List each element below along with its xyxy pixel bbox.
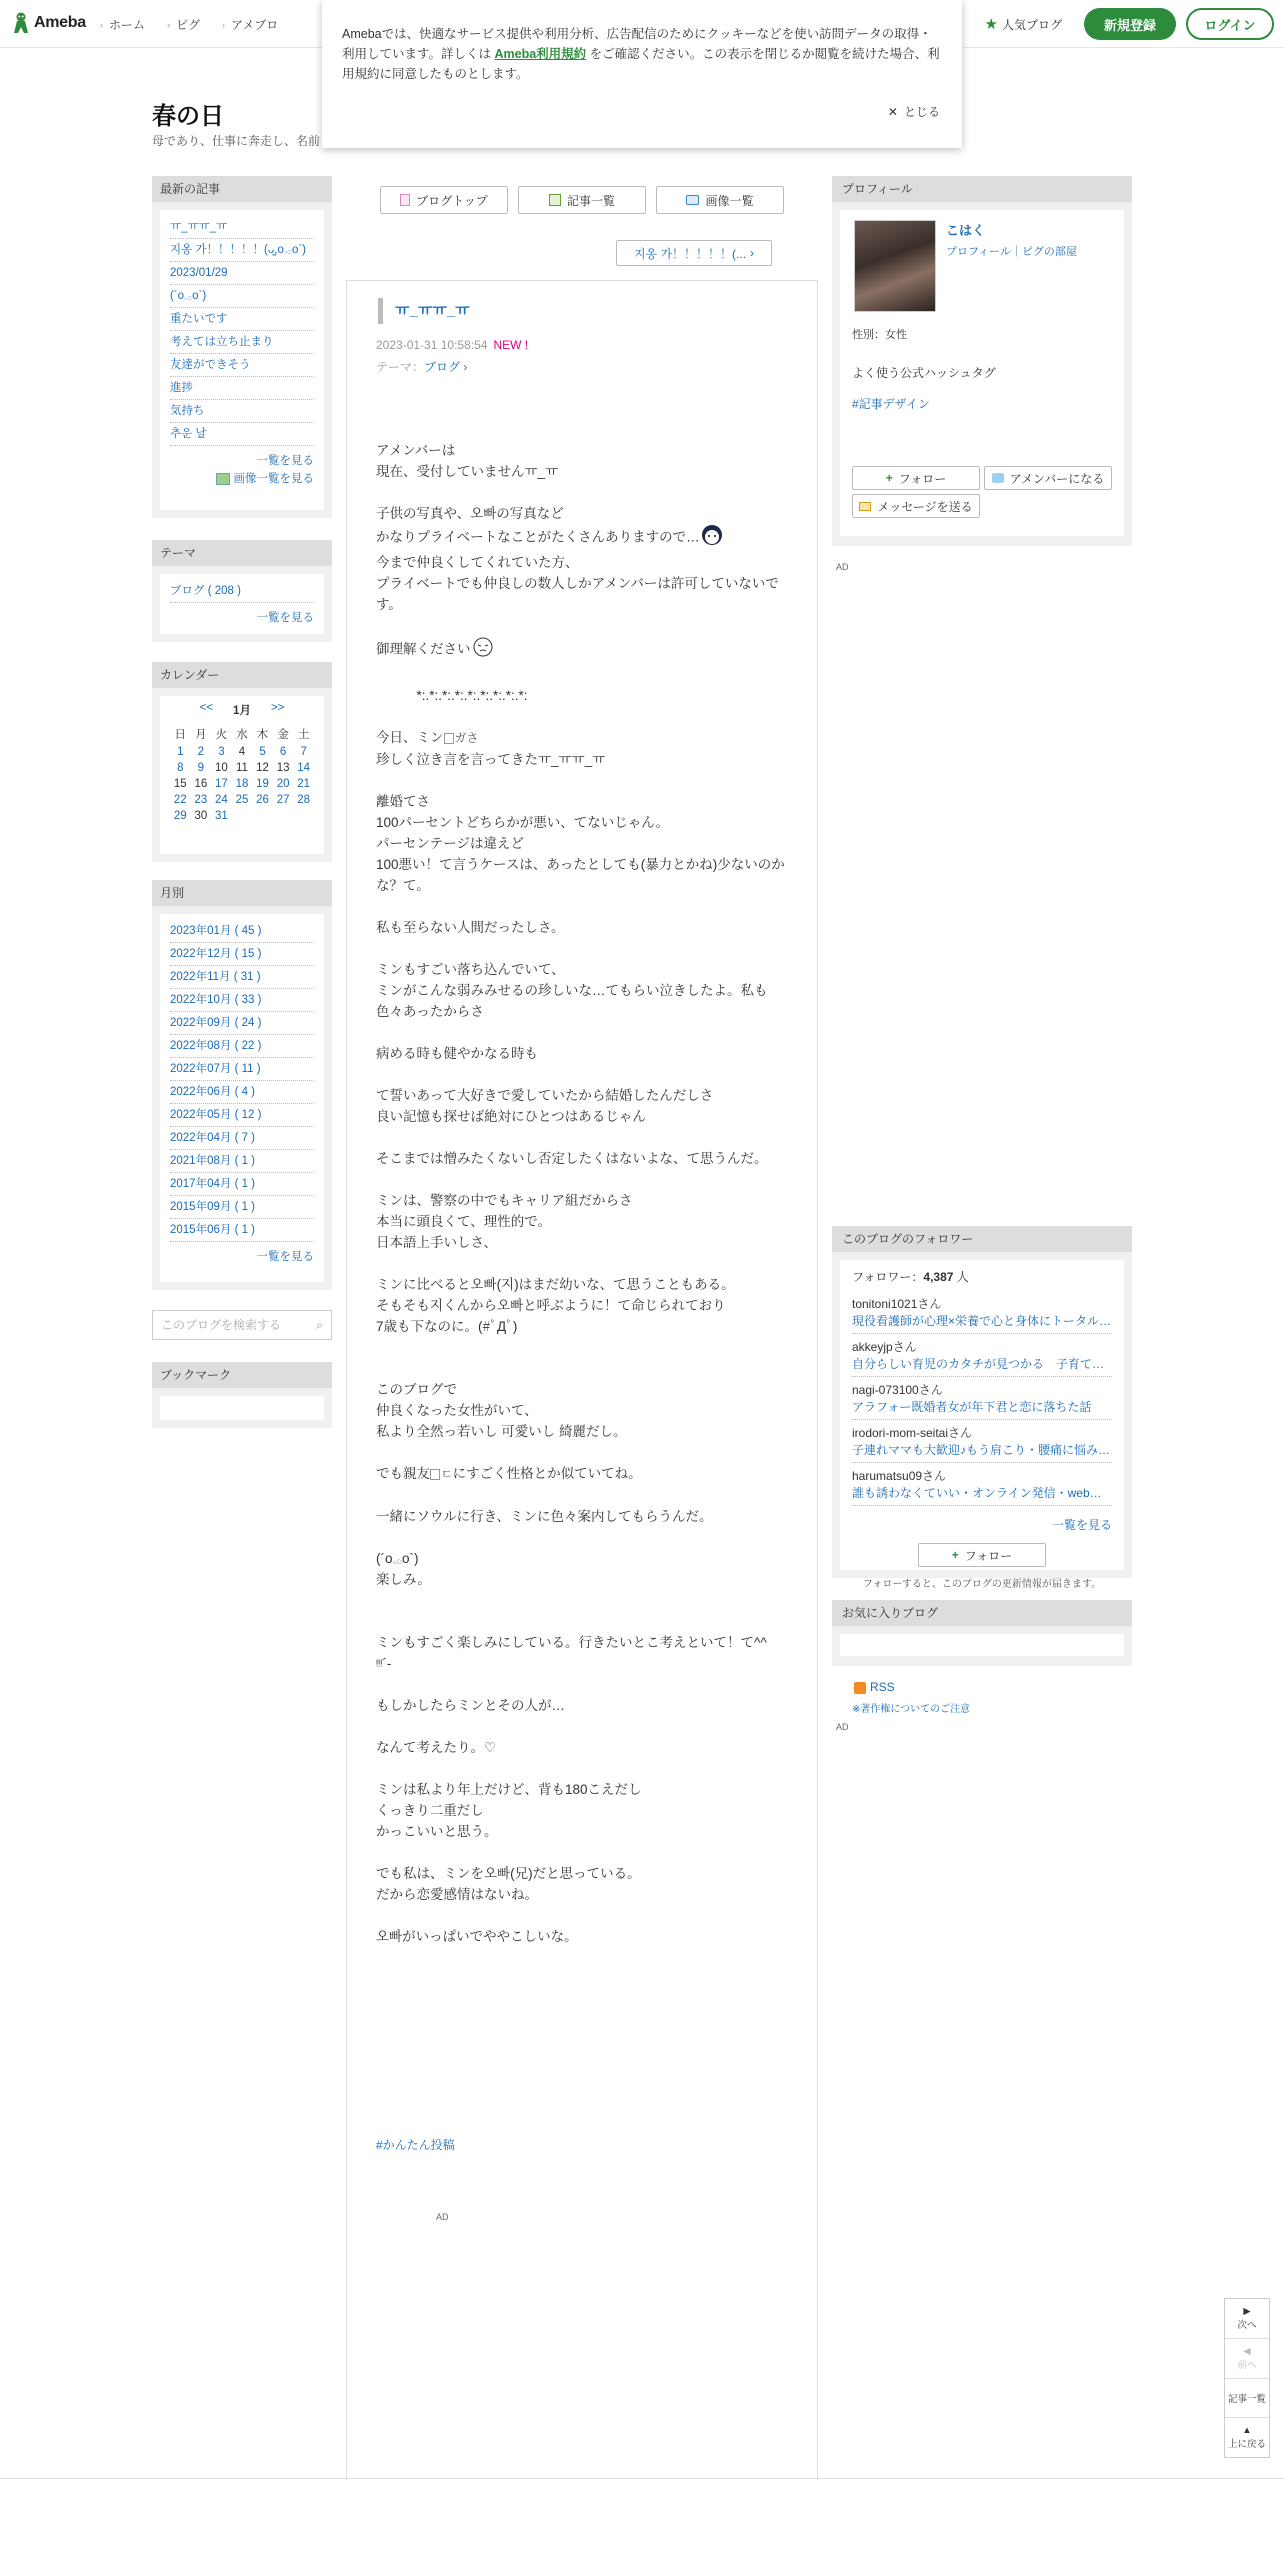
profile-module: [832, 176, 1132, 546]
theme-module: [152, 540, 332, 642]
calendar-day: [252, 808, 273, 824]
entry-line: 今日、ミン ガさ: [376, 727, 786, 749]
entry-datetime: 2023-01-31 10:58:54: [376, 338, 488, 352]
follow-button[interactable]: [918, 1543, 1046, 1567]
entry-line: 오빠がいっぱいでややこしいな。: [376, 1928, 578, 1944]
image-icon: [216, 473, 230, 485]
recent-post-item[interactable]: ㅠ_ㅠㅠ_ㅠ: [170, 216, 314, 239]
follower-user[interactable]: tonitoni1021さん: [852, 1297, 942, 1311]
cookie-text: [342, 24, 942, 84]
calendar-weekday: 水: [236, 729, 248, 741]
cookie-text-before: Amebaでは、快適なサービス提供や利用分析、広告配信のためにクッキーなどを使い訪問データの取得・利用しています。詳しくは: [342, 27, 932, 61]
entry-paragraph: [376, 1611, 786, 1674]
chevron-right-icon: ›: [750, 246, 755, 260]
calendar-day: 13: [276, 762, 290, 774]
entry-paragraph: [376, 1358, 786, 1442]
entry-line: かなりプライベートなことがたくさんありますので…: [376, 524, 786, 552]
entry-paragraph: [376, 1043, 786, 1064]
favorites-module: [832, 1600, 1132, 1666]
follower-blog[interactable]: 子連れママも大歓迎♪もう肩こり・腰痛に悩み…: [852, 1443, 1111, 1457]
profile-hashtag[interactable]: #記事デザイン: [852, 397, 930, 411]
chevron-right-icon: ›: [100, 19, 103, 30]
nav-ameblo[interactable]: [222, 16, 278, 33]
archive-item[interactable]: 2022年11月 ( 31 ): [170, 966, 314, 989]
entry-paragraph: [376, 685, 786, 706]
hashtag-heading: よく使う公式ハッシュタグ: [852, 366, 996, 380]
calendar-day[interactable]: 24: [215, 794, 228, 806]
entry-line: なんて考えたり。♡: [376, 1739, 497, 1755]
entry-line: このブログで: [376, 1381, 457, 1397]
arrow-up-icon: ▲: [1242, 2425, 1252, 2437]
calendar-next[interactable]: >>: [270, 702, 285, 714]
entry-paragraph: [376, 636, 786, 664]
theme-more-link[interactable]: 一覧を見る: [256, 612, 314, 624]
entry-paragraph: [376, 1863, 786, 1905]
camera-icon: [686, 195, 699, 205]
entry-paragraph: [376, 727, 786, 770]
entry-line: ミンは、警察の中でもキャリア組だからさ: [376, 1192, 633, 1208]
sweat-emoji-icon: [471, 636, 495, 664]
follower-blog[interactable]: 現役看護師が心理×栄養で心と身体にトータル…: [852, 1314, 1112, 1328]
entry-line: 現在、受付していませんㅠ_ㅠ: [376, 464, 559, 479]
calendar-day[interactable]: 20: [276, 778, 290, 790]
image-alt-text: ㄷ: [441, 1466, 453, 1481]
entry-line: にすごく性格とか似ていてね。: [452, 1465, 642, 1481]
archive-module: [152, 880, 332, 1290]
next-entry-label: 次へ: [1237, 2319, 1257, 2331]
profile-gender: 性別：女性: [852, 329, 907, 341]
theme-link[interactable]: ブログ: [424, 360, 461, 374]
entry-line: ミンがこんな弱みみせるの珍しいな…てもらい泣きしたよ。私も色々あったからさ: [376, 982, 768, 1019]
calendar-day[interactable]: 19: [256, 778, 269, 790]
follower-count: [852, 1268, 1112, 1291]
calendar-day[interactable]: 17: [215, 778, 228, 790]
calendar-day: [232, 808, 253, 824]
entry-theme: [376, 358, 467, 375]
archive-item[interactable]: 2021年08月 ( 1 ): [170, 1150, 314, 1173]
profile-name[interactable]: こはく: [946, 223, 986, 238]
profile-follow-button[interactable]: [852, 466, 980, 490]
entry-line: ミンに比べると오빠(지)はまだ幼いな、て思うこともある。: [376, 1276, 735, 1292]
followers-heading: このブログのフォロワー: [832, 1226, 1132, 1252]
calendar-month: 1月: [233, 705, 251, 717]
calendar-table: [170, 724, 314, 824]
entry-line: [376, 1358, 786, 1379]
calendar-prev[interactable]: <<: [199, 702, 214, 714]
cookie-close-button[interactable]: [888, 102, 940, 122]
entry-line: かっこいいと思う。: [376, 1823, 498, 1839]
calendar-day[interactable]: 1: [177, 746, 184, 758]
calendar-day: 16: [194, 778, 208, 790]
calendar-day[interactable]: 3: [218, 746, 225, 758]
close-icon: ✕: [887, 105, 898, 119]
calendar-day[interactable]: 21: [297, 778, 311, 790]
calendar-day[interactable]: 31: [215, 810, 228, 822]
theme-heading: テーマ: [152, 540, 332, 566]
next-post-label: 지옹 가！！！！！(...: [633, 246, 747, 261]
recent-posts-list: [170, 216, 314, 446]
entry-line: *:.*:.*:.*:.*:.*:.*:.*:.*:: [376, 688, 528, 703]
entry-title[interactable]: ㅠ_ㅠㅠ_ㅠ: [378, 298, 470, 324]
chevron-right-icon: ›: [460, 360, 468, 374]
entry-paragraph: [376, 1695, 786, 1716]
follower-list: [852, 1291, 1112, 1506]
follower-row[interactable]: [852, 1377, 1112, 1420]
archive-item[interactable]: 2015年09月 ( 1 ): [170, 1196, 314, 1219]
calendar-weekday: 金: [277, 729, 289, 741]
rss-icon: [854, 1682, 866, 1694]
entry-body: [376, 440, 786, 1968]
followers-module: [832, 1226, 1132, 1590]
entry-paragraph: [376, 1737, 786, 1758]
entry-paragraph: [376, 1548, 786, 1590]
entry-paragraph: [376, 1085, 786, 1127]
entry-line: 仲良くなった女性がいて、: [376, 1402, 538, 1418]
recent-post-item[interactable]: 지옹 가！！！！！(ᴗ̤̮,o𓈒𓂂o`): [170, 239, 314, 262]
archive-item[interactable]: 2022年07月 ( 11 ): [170, 1058, 314, 1081]
follower-user[interactable]: irodori-mom-seitaiさん: [852, 1426, 973, 1440]
follower-row[interactable]: [852, 1463, 1112, 1506]
popular-blog-link[interactable]: [985, 15, 1062, 33]
profile-links[interactable]: プロフィール｜ピグの部屋: [946, 246, 1077, 258]
calendar-day[interactable]: 8: [177, 762, 184, 774]
search-icon[interactable]: ⌕: [316, 1318, 323, 1332]
ameba-mascot-icon: [12, 12, 30, 34]
entry-line: 離婚てさ: [376, 793, 430, 809]
nav-pigg-label: ピグ: [176, 18, 201, 32]
calendar-day[interactable]: 14: [297, 762, 311, 774]
cookie-close-label: とじる: [903, 105, 940, 119]
entry-hashtag[interactable]: #かんたん投稿: [376, 2138, 455, 2152]
copyright-note[interactable]: ※著作権についてのご注意: [852, 1704, 971, 1715]
recent-posts-heading: 最新の記事: [152, 176, 332, 202]
follower-user[interactable]: nagi-073100さん: [852, 1383, 943, 1397]
entry-paragraph: [376, 1148, 786, 1169]
blog-nav-buttons: [380, 186, 784, 214]
back-to-top-button[interactable]: [1225, 2418, 1269, 2457]
entry-line: ミンは私より年上だけど、背も180こえだし: [376, 1781, 642, 1797]
image-list-button[interactable]: [656, 186, 784, 214]
entry-paragraph: [376, 1506, 786, 1527]
calendar-day: 10: [215, 762, 228, 774]
new-badge: NEW !: [493, 338, 529, 352]
entry-line: でも親友 ㄷにすごく性格とか似ていてね。: [376, 1463, 786, 1485]
calendar-weekday: 日: [174, 729, 187, 741]
calendar-heading: カレンダー: [152, 662, 332, 688]
entry-paragraph: [376, 1274, 786, 1337]
search-placeholder: このブログを検索する: [161, 1318, 282, 1332]
envelope-icon: [859, 502, 871, 511]
header-actions: [985, 8, 1274, 40]
archive-list: [170, 920, 314, 1242]
image-alt-text: ガさ: [454, 730, 479, 745]
followers-more-link[interactable]: 一覧を見る: [1051, 1518, 1112, 1532]
entry-line: でも私は、ミンを오빠(兄)だと思っている。: [376, 1865, 641, 1881]
follower-row[interactable]: [852, 1291, 1112, 1334]
calendar-day[interactable]: 7: [300, 746, 307, 758]
archive-more-link[interactable]: 一覧を見る: [256, 1251, 314, 1263]
calendar-weekday: 火: [215, 729, 228, 741]
top-nav: [100, 16, 278, 33]
calendar-day: [273, 808, 294, 824]
broken-image-icon: [430, 1469, 440, 1480]
rss-label: RSS: [870, 1680, 895, 1694]
entry-list-float-button[interactable]: [1225, 2379, 1269, 2419]
entry-line: 御理解ください: [376, 636, 786, 664]
amember-label: アメンバーになる: [1009, 471, 1105, 486]
star-icon: ★: [984, 16, 998, 33]
calendar-day[interactable]: 23: [194, 794, 208, 806]
calendar-weekday: 木: [256, 729, 269, 741]
back-icon: ◀: [1243, 2345, 1251, 2357]
bookmark-module: [152, 1362, 332, 1428]
entry-paragraph: [376, 440, 786, 482]
floating-nav: [1224, 2298, 1270, 2458]
inline-image-2: [430, 1464, 453, 1485]
document-icon: [400, 194, 410, 206]
archive-item[interactable]: 2022年05月 ( 12 ): [170, 1104, 314, 1127]
entry-line: [376, 1611, 786, 1632]
cookie-text-after: をご確認ください。この表示を閉じるか閲覧を続けた場合、利用規約に同意したものとします。: [342, 47, 940, 81]
ad-label: AD: [836, 562, 849, 572]
entry-paragraph: [376, 1779, 786, 1842]
entry-line: て誓いあって大好きで愛していたから結婚したんだしさ: [376, 1087, 714, 1103]
recent-more-link[interactable]: 一覧を見る: [256, 455, 314, 467]
recent-post-item[interactable]: 進捗: [170, 377, 314, 400]
entry-line: そこまでは憎みたくないし否定したくはないよな、て思うんだ。: [376, 1150, 768, 1166]
calendar-day: [293, 808, 314, 824]
entry-line: (´o𓈒𓂂o`): [376, 1550, 419, 1566]
bookmark-heading: ブックマーク: [152, 1362, 332, 1388]
entry-line: 本当に頭良くて、理性的で。: [376, 1213, 551, 1229]
terms-link[interactable]: Ameba利用規約: [494, 47, 587, 61]
follower-row[interactable]: [852, 1334, 1112, 1377]
calendar-day[interactable]: 2: [197, 746, 205, 758]
calendar-day[interactable]: 18: [235, 778, 249, 790]
back-to-top-label: 上に戻る: [1227, 2439, 1266, 2451]
archive-item[interactable]: 2022年09月 ( 24 ): [170, 1012, 314, 1035]
entry-paragraph: [376, 917, 786, 938]
entry-line: アメンバーは: [376, 443, 456, 458]
calendar-day[interactable]: 9: [197, 762, 205, 774]
entry-line: 今まで仲良くしてくれていた方、: [376, 555, 579, 570]
play-icon: ▶: [1243, 2305, 1251, 2317]
entry-paragraph: [376, 959, 786, 1022]
entry-line: ミンもすごい落ち込んでいて、: [376, 961, 565, 977]
ad-label: AD: [436, 2212, 449, 2222]
popular-blog-label: 人気ブログ: [1001, 17, 1062, 32]
archive-heading: 月別: [152, 880, 332, 906]
calendar-weekday: 土: [297, 729, 310, 741]
recent-post-item[interactable]: 友達ができそう: [170, 354, 314, 377]
recent-post-item[interactable]: 추운 날: [170, 423, 314, 446]
entry-paragraph: [376, 791, 786, 896]
entry-list-float-label: 記事一覧: [1227, 2393, 1266, 2405]
ameba-logo[interactable]: [12, 12, 86, 34]
footer-divider: [0, 2478, 1284, 2479]
blog-title[interactable]: 春の日: [152, 103, 224, 130]
prev-entry-label: 前へ: [1237, 2359, 1257, 2371]
inline-image-1: [444, 728, 479, 749]
follower-count-unit: 人: [956, 1270, 969, 1284]
theme-label: テーマ：: [376, 360, 425, 374]
entry-line: 私も至らない人間だったしさ。: [376, 919, 565, 935]
profile-heading: プロフィール: [832, 176, 1132, 202]
next-entry-button[interactable]: [1225, 2299, 1269, 2339]
amember-button[interactable]: [984, 466, 1112, 490]
follower-blog[interactable]: 自分らしい育児のカタチが見つかる 子育て…: [852, 1357, 1105, 1371]
entry-line: ミンもすごく楽しみにしている。行きたいとこ考えといて！て^^: [376, 1634, 767, 1650]
profile-follow-label: フォロー: [898, 471, 947, 486]
archive-item[interactable]: 2022年08月 ( 22 ): [170, 1035, 314, 1058]
images-more-label: 画像一覧を見る: [233, 473, 314, 485]
message-label: メッセージを送る: [877, 499, 973, 514]
blog-top-button[interactable]: [380, 186, 508, 214]
entry-line: パーセンテージは違えど: [376, 835, 524, 851]
entry-line: くっきり二重だし: [376, 1802, 484, 1818]
calendar-day[interactable]: 26: [256, 794, 269, 806]
calendar-day[interactable]: 27: [276, 794, 290, 806]
calendar-day[interactable]: 28: [297, 794, 311, 806]
entry-list-label: 記事一覧: [566, 193, 615, 208]
next-post-link[interactable]: [616, 240, 772, 266]
images-more-link[interactable]: [170, 468, 314, 486]
entry-line: だから恋愛感情はないね。: [376, 1886, 538, 1902]
calendar-day[interactable]: 29: [173, 810, 187, 822]
cookie-banner: [322, 0, 962, 148]
calendar-day: 15: [173, 778, 187, 790]
entry-line: そもそも지くんから오빠と呼ぶように！て命じられており: [376, 1297, 726, 1313]
entry-list-button[interactable]: [518, 186, 646, 214]
rss-link[interactable]: [854, 1680, 895, 1694]
calendar-day[interactable]: 5: [259, 746, 266, 758]
recent-post-item[interactable]: 重たいです: [170, 308, 314, 331]
archive-item[interactable]: 2023年01月 ( 45 ): [170, 920, 314, 943]
entry-line: 珍しく泣き言を言ってきたㅠ_ㅠㅠ_ㅠ: [376, 751, 606, 767]
login-button[interactable]: ログイン: [1186, 8, 1274, 40]
nav-pigg[interactable]: [167, 16, 200, 33]
plus-icon: +: [951, 1548, 959, 1562]
entry-line: プライベートでも仲良しの数人しかアメンバーは許可していないです。: [376, 576, 779, 612]
entry-meta: [376, 338, 528, 352]
blog-search-input[interactable]: [152, 1310, 332, 1340]
recent-post-item[interactable]: 2023/01/29: [170, 262, 314, 285]
calendar-weekday: 月: [195, 729, 207, 741]
chevron-right-icon: ›: [222, 19, 226, 30]
entry-line: ᵎᵎᵎ´-: [376, 1655, 392, 1671]
nav-home-label: ホーム: [109, 18, 146, 32]
entry-paragraph: [376, 503, 786, 615]
favorites-heading: お気に入りブログ: [832, 1600, 1132, 1626]
archive-item[interactable]: 2022年06月 ( 4 ): [170, 1081, 314, 1104]
recent-post-item[interactable]: 考えては立ち止まり: [170, 331, 314, 354]
calendar-day[interactable]: 25: [235, 794, 249, 806]
follower-blog[interactable]: 誰も誘わなくていい・オンライン発信・web…: [852, 1486, 1102, 1500]
follow-note: フォローすると、このブログの更新情報が届きます。: [862, 1579, 1102, 1590]
entry-line: 子供の写真や、오빠の写真など: [376, 506, 564, 521]
chevron-right-icon: ›: [167, 19, 171, 30]
prev-entry-button[interactable]: [1225, 2339, 1269, 2379]
nav-home[interactable]: [100, 16, 145, 33]
archive-item[interactable]: 2022年04月 ( 7 ): [170, 1127, 314, 1150]
entry-line: 楽しみ。: [376, 1571, 431, 1587]
recent-posts-module: [152, 176, 332, 518]
entry-line: 日本語上手いしさ、: [376, 1234, 497, 1250]
calendar-nav: [170, 702, 314, 718]
entry-line: 7歳も下なのに。(#ﾟДﾟ): [376, 1318, 518, 1334]
recent-post-item[interactable]: 気持ち: [170, 400, 314, 423]
calendar-day[interactable]: 22: [173, 794, 187, 806]
profile-avatar[interactable]: [854, 220, 936, 312]
message-button[interactable]: [852, 494, 980, 518]
follower-count-value: 4,387: [923, 1270, 954, 1284]
entry-line: 一緒にソウルに行き、ミンに色々案内してもらうんだ。: [376, 1508, 713, 1524]
entry-line: 病める時も健やかなる時も: [376, 1045, 538, 1061]
follower-user[interactable]: akkeyjpさん: [852, 1340, 917, 1354]
calendar-day[interactable]: 6: [279, 746, 287, 758]
entry-line: 私より全然っ若いし 可愛いし 綺麗だし。: [376, 1423, 627, 1439]
follow-label: フォロー: [964, 1548, 1013, 1563]
theme-item[interactable]: ブログ ( 208 ): [170, 580, 314, 603]
follower-count-label: フォロワー：: [852, 1270, 924, 1284]
nav-ameblo-label: アメブロ: [231, 18, 279, 32]
archive-item[interactable]: 2022年10月 ( 33 ): [170, 989, 314, 1012]
amember-icon: [992, 473, 1004, 483]
calendar-day: 4: [238, 746, 246, 758]
archive-item[interactable]: 2017年04月 ( 1 ): [170, 1173, 314, 1196]
follower-blog[interactable]: アラフォー既婚者女が年下君と恋に落ちた話: [852, 1400, 1092, 1414]
entry-paragraph: [376, 1926, 786, 1947]
entry-paragraph: [376, 1463, 786, 1485]
entry-line: もしかしたらミンとその人が…: [376, 1697, 565, 1713]
recent-post-item[interactable]: (´o𓈒𓂂o`): [170, 285, 314, 308]
calendar-day: 11: [235, 762, 248, 774]
ad-label: AD: [836, 1722, 849, 1732]
calendar-day: 12: [256, 762, 269, 774]
blog-description: 母であり、仕事に奔走し、名前: [152, 134, 321, 148]
blush-emoji-icon: [700, 524, 724, 552]
calendar-day: 30: [194, 810, 208, 822]
register-button[interactable]: 新規登録: [1084, 8, 1176, 40]
entry-paragraph: [376, 1190, 786, 1253]
broken-image-icon: [444, 733, 454, 744]
follower-user[interactable]: harumatsu09さん: [852, 1469, 947, 1483]
follower-row[interactable]: [852, 1420, 1112, 1463]
entry-line: 良い記憶も探せば絶対にひとつはあるじゃん: [376, 1108, 646, 1124]
archive-item[interactable]: 2022年12月 ( 15 ): [170, 943, 314, 966]
calendar-module: [152, 662, 332, 862]
entry-line: 100悪い！て言うケースは、あったとしても(暴力とかね)少ないのかな？て。: [376, 856, 785, 893]
image-list-label: 画像一覧: [705, 193, 754, 208]
logo-text: Ameba: [34, 14, 86, 31]
list-icon: [549, 194, 561, 206]
plus-icon: +: [885, 471, 893, 485]
archive-item[interactable]: 2015年06月 ( 1 ): [170, 1219, 314, 1242]
blog-top-label: ブログトップ: [416, 193, 488, 208]
entry-line: 100パーセントどちらかが悪い、てないじゃん。: [376, 814, 670, 830]
